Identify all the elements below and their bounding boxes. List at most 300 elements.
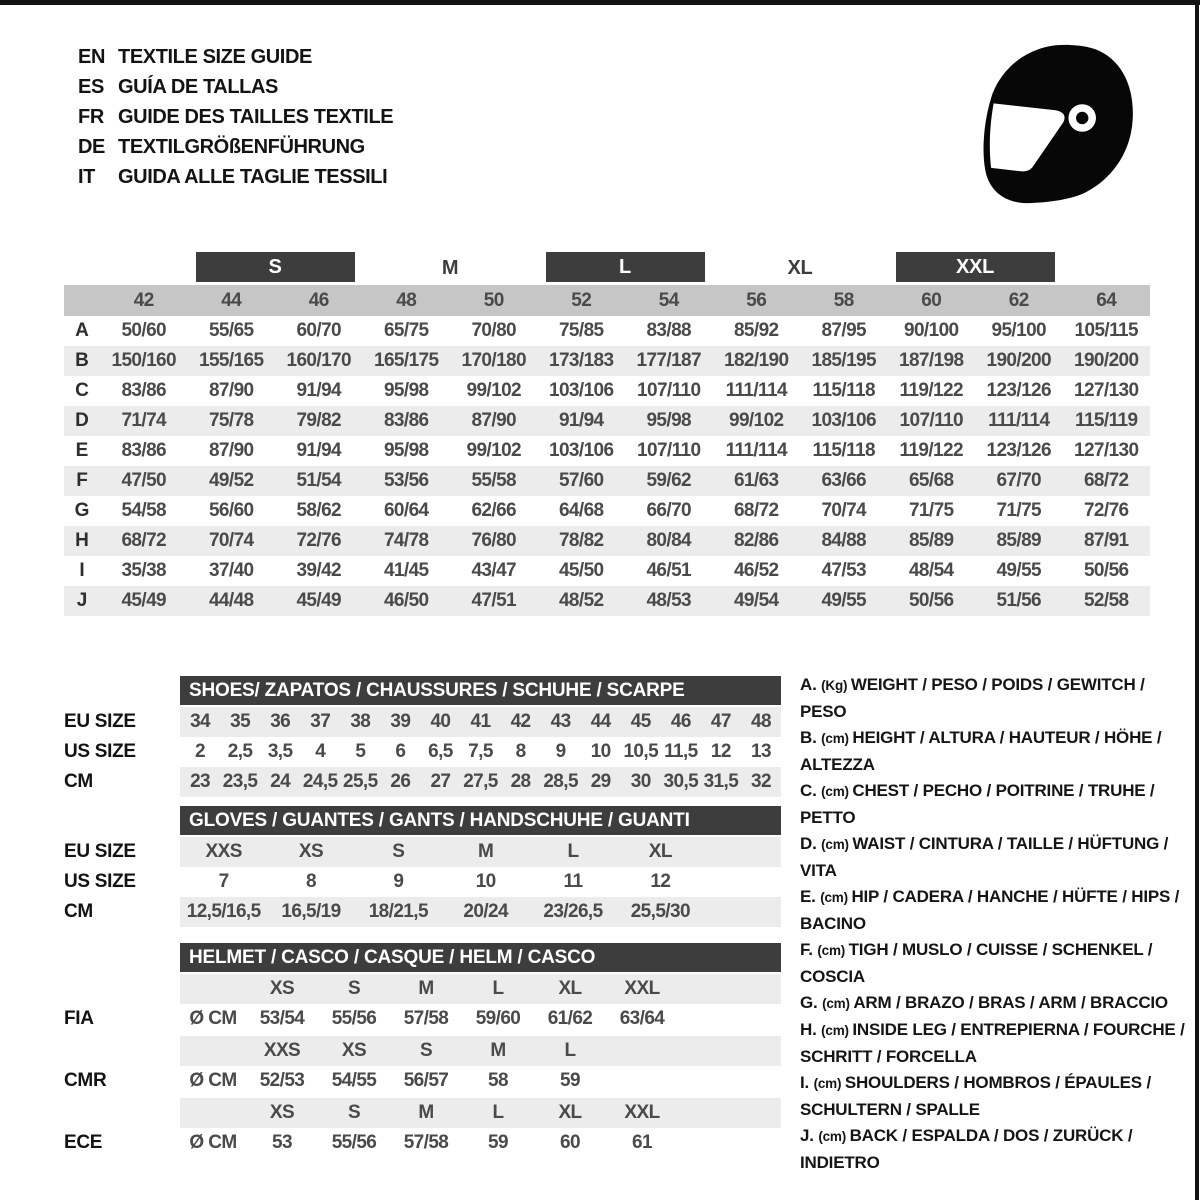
measure-value-cell: 190/200 [986, 350, 1051, 371]
legend-text: HEIGHT / ALTURA / HAUTEUR / HÖHE / ALTEZZA [800, 728, 1162, 774]
value-cell: 40 [430, 711, 451, 732]
value-band [180, 707, 781, 737]
measure-value-cell: 95/98 [646, 410, 692, 431]
value-cell: 39 [390, 711, 411, 732]
measure-value-cell: 78/82 [558, 530, 604, 551]
value-cell: 30,5 [663, 771, 699, 792]
measure-value-cell: 47/51 [471, 590, 517, 611]
helmet-value-cell: 59 [560, 1070, 580, 1091]
value-grid [180, 1066, 680, 1096]
size-band [180, 1036, 781, 1066]
measure-row-f [64, 466, 1150, 496]
value-cell: 23 [190, 771, 210, 792]
row-letter-f: F [76, 470, 88, 491]
guide-title-it: GUIDA ALLE TAGLIE TESSILI [118, 165, 388, 188]
measure-value-cell: 83/88 [646, 320, 692, 341]
measure-value-cell: 48/52 [558, 590, 604, 611]
legend-item-e [800, 884, 1192, 937]
measure-value-cell: 87/95 [821, 320, 867, 341]
helmet-value-cell: 53/54 [259, 1008, 305, 1029]
measure-value-cell: 49/54 [733, 590, 779, 611]
diameter-unit-label: Ø CM [189, 1008, 237, 1029]
measure-value-cell: 160/170 [286, 350, 351, 371]
legend-text: HIP / CADERA / HANCHE / HÜFTE / HIPS / BACINO [800, 887, 1180, 933]
value-cell: 12,5/16,5 [186, 901, 261, 922]
value-cell: 25,5/30 [630, 901, 690, 922]
measure-value-cell: 187/198 [899, 350, 964, 371]
value-cell: 11,5 [664, 741, 698, 762]
legend-letter: G. [800, 993, 823, 1012]
language-row-de [78, 132, 393, 162]
measure-value-cell: 95/100 [991, 320, 1046, 341]
measure-value-cell: 45/50 [558, 560, 604, 581]
helmet-size-s: S [347, 978, 361, 999]
value-grid [180, 1128, 680, 1158]
measure-value-cell: 66/70 [646, 500, 692, 521]
value-cell: 10,5 [623, 741, 659, 762]
measure-value-cell: 111/114 [725, 380, 787, 401]
measure-value-cell: 87/90 [208, 380, 254, 401]
shoes-size-table [64, 676, 781, 797]
helmet-row-cmr [64, 1066, 781, 1096]
legend-text: ARM / BRAZO / BRAS / ARM / BRACCIO [853, 993, 1168, 1012]
measure-row-d [64, 406, 1150, 436]
measure-value-cell: 45/49 [121, 590, 167, 611]
legend-item-d [800, 831, 1192, 884]
row-letter-c: C [75, 380, 89, 401]
value-cell: 30 [630, 771, 651, 792]
value-cell: 24,5 [302, 771, 338, 792]
helmet-size-m: M [418, 978, 434, 999]
value-cell: 12 [710, 741, 731, 762]
measure-value-cell: 119/122 [899, 380, 963, 401]
measure-value-cell: 150/160 [111, 350, 176, 371]
measure-value-cell: 107/110 [899, 410, 963, 431]
value-cell: 37 [310, 711, 331, 732]
measure-value-cell: 50/56 [908, 590, 954, 611]
measure-value-cell: 85/92 [733, 320, 779, 341]
language-code: DE [78, 135, 105, 158]
measure-row-g [64, 496, 1150, 526]
value-cell: 23,5 [222, 771, 258, 792]
helmet-size-xs: XS [269, 1102, 295, 1123]
legend-unit: (Kg) [821, 678, 851, 693]
measure-value-cell: 52/58 [1083, 590, 1129, 611]
helmet-value-cell: 56/57 [403, 1070, 449, 1091]
value-cell: 45 [630, 711, 651, 732]
measure-value-cell: 37/40 [208, 560, 254, 581]
value-cell: 34 [190, 711, 210, 732]
value-grid [180, 1004, 680, 1034]
measure-row-c [64, 376, 1150, 406]
size-band [180, 1098, 781, 1128]
measure-value-cell: 72/76 [1083, 500, 1129, 521]
standard-label-ece: ECE [64, 1132, 103, 1153]
legend-unit: (cm) [818, 1129, 850, 1144]
value-cell: 8 [515, 741, 526, 762]
helmet-row-fia [64, 1004, 781, 1034]
size-column-60: 60 [921, 289, 942, 311]
measure-value-cell: 71/75 [996, 500, 1042, 521]
value-cell: 44 [590, 711, 611, 732]
diameter-unit-label: Ø CM [189, 1070, 237, 1091]
value-cell: M [478, 841, 494, 862]
size-group-xl: XL [787, 257, 813, 279]
measure-value-cell: 84/88 [821, 530, 867, 551]
measure-value-cell: 85/89 [996, 530, 1042, 551]
size-column-44: 44 [221, 289, 242, 311]
measure-value-cell: 75/78 [208, 410, 254, 431]
row-letter-a: A [75, 320, 89, 341]
gloves-table-title-bar [180, 806, 781, 835]
gloves-size-table [64, 806, 781, 927]
helmet-size-m: M [418, 1102, 434, 1123]
measure-value-cell: 170/180 [461, 350, 526, 371]
measurement-legend [800, 672, 1192, 1176]
shoes-table-title-bar [180, 676, 781, 705]
legend-text: INSIDE LEG / ENTREPIERNA / FOURCHE / SCHRITT / FORCELLA [800, 1020, 1185, 1066]
measure-value-cell: 177/187 [636, 350, 701, 371]
helmet-table-title: HELMET / CASCO / CASQUE / HELM / CASCO [189, 946, 596, 968]
gloves-table-label-cm: CM [64, 901, 93, 922]
measure-value-cell: 115/118 [812, 380, 875, 401]
value-cell: 24 [270, 771, 291, 792]
helmet-size-xl: XL [558, 978, 582, 999]
measure-row-h [64, 526, 1150, 556]
value-cell: 23/26,5 [543, 901, 603, 922]
value-cell: 35 [230, 711, 251, 732]
diameter-unit-label: Ø CM [189, 1132, 237, 1153]
measure-value-cell: 127/130 [1074, 440, 1139, 461]
value-cell: 47 [710, 711, 731, 732]
measure-value-cell: 51/56 [996, 590, 1042, 611]
measure-value-cell: 58/62 [296, 500, 342, 521]
gloves-table-label-us-size: US SIZE [64, 871, 136, 892]
measure-value-cell: 95/98 [383, 440, 429, 461]
row-letter-i: I [79, 560, 85, 581]
value-cell: 5 [355, 741, 366, 762]
legend-letter: C. [800, 781, 822, 800]
gloves-table-label-eu-size: EU SIZE [64, 841, 136, 862]
measure-value-cell: 64/68 [558, 500, 604, 521]
legend-item-f [800, 937, 1192, 990]
measure-value-cell: 44/48 [208, 590, 254, 611]
value-cell: 7 [218, 871, 229, 892]
value-cell: 18/21,5 [368, 901, 428, 922]
value-cell: 43 [550, 711, 571, 732]
measure-value-cell: 53/56 [383, 470, 429, 491]
shoes-table-row-eu-size [64, 707, 781, 737]
measure-row-j [64, 586, 1150, 616]
size-column-52: 52 [571, 289, 592, 311]
helmet-value-cell: 55/56 [331, 1132, 377, 1153]
helmet-size-l: L [492, 1102, 504, 1123]
legend-item-b [800, 725, 1192, 778]
measure-value-cell: 99/102 [466, 380, 521, 401]
value-cell: 10 [475, 871, 496, 892]
measure-value-cell: 45/49 [296, 590, 342, 611]
value-cell: XL [648, 841, 672, 862]
measure-value-cell: 41/45 [383, 560, 429, 581]
measure-value-cell: 49/55 [821, 590, 867, 611]
measure-value-cell: 65/75 [383, 320, 429, 341]
value-cell: XXS [205, 841, 242, 862]
legend-text: WAIST / CINTURA / TAILLE / HÜFTUNG / VITA [800, 834, 1169, 880]
measure-value-cell: 68/72 [121, 530, 167, 551]
measure-value-cell: 123/126 [986, 380, 1051, 401]
legend-unit: (cm) [821, 837, 853, 852]
value-cell: L [567, 841, 579, 862]
size-group-xxl: XXL [896, 252, 1055, 282]
value-cell: 13 [750, 741, 771, 762]
language-row-it [78, 162, 393, 192]
language-title-list [78, 42, 393, 192]
helmet-size-xxs: XXS [263, 1040, 301, 1061]
measure-value-cell: 68/72 [733, 500, 779, 521]
measure-value-cell: 39/42 [296, 560, 342, 581]
measure-value-cell: 60/70 [296, 320, 342, 341]
value-cell: 8 [306, 871, 316, 892]
language-code: ES [78, 75, 104, 98]
value-cell: 29 [590, 771, 611, 792]
row-letter-j: J [76, 590, 88, 611]
measure-value-cell: 61/63 [733, 470, 779, 491]
measure-value-cell: 46/51 [646, 560, 692, 581]
measure-value-cell: 119/122 [899, 440, 963, 461]
legend-text: CHEST / PECHO / POITRINE / TRUHE / PETTO [800, 781, 1155, 827]
size-group-row [64, 252, 1150, 285]
measure-value-cell: 91/94 [296, 380, 342, 401]
shoes-table-row-cm [64, 767, 781, 797]
measure-value-cell: 87/90 [471, 410, 517, 431]
value-cell: 12 [650, 871, 671, 892]
measure-value-cell: 83/86 [121, 380, 167, 401]
value-cell: 2,5 [227, 741, 253, 762]
value-cell: 32 [750, 771, 771, 792]
language-row-en [78, 42, 393, 72]
legend-item-j [800, 1123, 1192, 1176]
measure-row-a [64, 316, 1150, 346]
measure-value-cell: 47/50 [121, 470, 167, 491]
measure-row-e [64, 436, 1150, 466]
measure-value-cell: 85/89 [908, 530, 954, 551]
row-letter-b: B [75, 350, 89, 371]
size-column-42: 42 [133, 289, 154, 311]
measure-value-cell: 105/115 [1074, 320, 1138, 341]
legend-letter: E. [800, 887, 821, 906]
gloves-table-row-eu-size [64, 837, 781, 867]
measure-value-cell: 43/47 [471, 560, 517, 581]
value-band [180, 1128, 781, 1158]
value-cell: 42 [510, 711, 531, 732]
measure-value-cell: 99/102 [466, 440, 521, 461]
measure-value-cell: 127/130 [1074, 380, 1139, 401]
right-border-line [1195, 0, 1199, 1200]
value-band [180, 837, 781, 867]
measure-value-cell: 95/98 [383, 380, 429, 401]
guide-title-en: TEXTILE SIZE GUIDE [118, 45, 312, 68]
helmet-size-l: L [564, 1040, 576, 1061]
size-grid [180, 974, 680, 1004]
helmet-value-cell: 54/55 [331, 1070, 377, 1091]
helmet-value-cell: 61 [632, 1132, 652, 1153]
measure-value-cell: 48/54 [908, 560, 954, 581]
value-cell: 9 [393, 871, 404, 892]
measure-value-cell: 35/38 [121, 560, 167, 581]
numeric-size-header-row [64, 285, 1150, 316]
helmet-size-header-fia [64, 974, 781, 1004]
measure-value-cell: 79/82 [296, 410, 342, 431]
legend-unit: (cm) [821, 731, 853, 746]
measure-value-cell: 46/52 [733, 560, 779, 581]
size-column-58: 58 [833, 289, 854, 311]
helmet-header-spacer [64, 1036, 180, 1066]
value-cell: 16,5/19 [281, 901, 341, 922]
measure-value-cell: 59/62 [646, 470, 692, 491]
legend-letter: A. [800, 675, 822, 694]
measure-value-cell: 57/60 [558, 470, 604, 491]
measure-value-cell: 111/114 [725, 440, 787, 461]
value-cell: 27 [430, 771, 451, 792]
value-cell: 38 [350, 711, 371, 732]
measure-value-cell: 68/72 [1083, 470, 1129, 491]
helmet-header-spacer [64, 974, 180, 1004]
legend-letter: I. [800, 1073, 814, 1092]
measure-value-cell: 63/66 [821, 470, 867, 491]
measure-value-cell: 107/110 [637, 380, 701, 401]
measure-value-cell: 70/74 [821, 500, 867, 521]
size-group-s: S [196, 252, 355, 282]
language-row-es [78, 72, 393, 102]
gloves-table-row-us-size [64, 867, 781, 897]
language-code: IT [78, 165, 95, 188]
size-grid [180, 1036, 680, 1066]
legend-unit: (cm) [813, 1076, 845, 1091]
value-band [180, 897, 781, 927]
size-group-spacer [64, 252, 188, 285]
shoes-table-title: SHOES/ ZAPATOS / CHAUSSURES / SCHUHE / SCARPE [189, 679, 685, 701]
measure-value-cell: 65/68 [908, 470, 954, 491]
measure-value-cell: 47/53 [821, 560, 867, 581]
measure-value-cell: 91/94 [558, 410, 604, 431]
measure-value-cell: 91/94 [296, 440, 342, 461]
shoes-table-label-cm: CM [64, 771, 93, 792]
standard-label-cmr: CMR [64, 1070, 107, 1091]
legend-letter: J. [800, 1126, 819, 1145]
helmet-size-header-ece [64, 1098, 781, 1128]
value-cell: 28,5 [543, 771, 578, 792]
measure-value-cell: 115/119 [1075, 410, 1138, 431]
measure-value-cell: 155/165 [199, 350, 264, 371]
helmet-size-xxl: XXL [624, 1102, 660, 1123]
value-grid [180, 837, 704, 867]
measure-value-cell: 56/60 [208, 500, 254, 521]
apparel-measurements-table [64, 252, 1150, 616]
value-cell: XS [298, 841, 324, 862]
measure-value-cell: 165/175 [374, 350, 439, 371]
measure-value-cell: 83/86 [383, 410, 429, 431]
helmet-value-cell: 59 [488, 1132, 508, 1153]
row-letter-d: D [75, 410, 89, 431]
measure-value-cell: 103/106 [549, 440, 614, 461]
size-column-56: 56 [746, 289, 767, 311]
shoes-table-row-us-size [64, 737, 781, 767]
measure-value-cell: 182/190 [724, 350, 789, 371]
measure-value-cell: 173/183 [549, 350, 614, 371]
value-cell: 2 [195, 741, 206, 762]
measure-value-cell: 107/110 [637, 440, 701, 461]
measure-value-cell: 50/56 [1083, 560, 1129, 581]
shoes-table-label-eu-size: EU SIZE [64, 711, 136, 732]
helmet-value-cell: 63/64 [619, 1008, 665, 1029]
measure-value-cell: 72/76 [296, 530, 342, 551]
value-cell: 31,5 [703, 771, 739, 792]
value-cell: 25,5 [343, 771, 378, 792]
measure-value-cell: 54/58 [121, 500, 167, 521]
value-cell: S [392, 841, 405, 862]
measure-value-cell: 55/65 [208, 320, 254, 341]
measure-value-cell: 87/90 [208, 440, 254, 461]
measure-value-cell: 83/86 [121, 440, 167, 461]
size-column-48: 48 [396, 289, 417, 311]
value-cell: 36 [270, 711, 291, 732]
helmet-size-s: S [347, 1102, 361, 1123]
value-cell: 9 [555, 741, 566, 762]
row-letter-e: E [75, 440, 89, 461]
measure-value-cell: 76/80 [471, 530, 517, 551]
measure-value-cell: 74/78 [383, 530, 429, 551]
measure-value-cell: 115/118 [812, 440, 875, 461]
size-column-50: 50 [483, 289, 504, 311]
legend-letter: D. [800, 834, 822, 853]
helmet-value-cell: 59/60 [475, 1008, 521, 1029]
legend-text: TIGH / MUSLO / CUISSE / SCHENKEL / COSCIA [800, 940, 1153, 986]
measure-value-cell: 70/80 [471, 320, 517, 341]
legend-item-a [800, 672, 1192, 725]
legend-unit: (cm) [817, 943, 849, 958]
value-cell: 27,5 [463, 771, 498, 792]
value-band [180, 867, 781, 897]
measure-row-i [64, 556, 1150, 586]
helmet-size-l: L [492, 978, 504, 999]
value-cell: 3,5 [267, 741, 293, 762]
value-cell: 6 [395, 741, 406, 762]
measure-value-cell: 80/84 [646, 530, 692, 551]
measure-value-cell: 103/106 [811, 410, 876, 431]
legend-unit: (cm) [820, 890, 852, 905]
helmet-value-cell: 58 [488, 1070, 508, 1091]
value-cell: 26 [390, 771, 411, 792]
value-cell: 7,5 [468, 741, 493, 762]
size-group-spacer [1063, 252, 1151, 285]
size-group-l: L [546, 252, 705, 282]
legend-item-h [800, 1017, 1192, 1070]
measure-value-cell: 49/52 [208, 470, 254, 491]
value-grid [180, 867, 704, 897]
value-cell: 20/24 [463, 901, 508, 922]
legend-item-i [800, 1070, 1192, 1123]
legend-letter: B. [800, 728, 822, 747]
measure-value-cell: 111/114 [988, 410, 1050, 431]
legend-letter: F. [800, 940, 818, 959]
measure-value-cell: 103/106 [549, 380, 614, 401]
value-band [180, 1004, 781, 1034]
legend-unit: (cm) [821, 784, 853, 799]
helmet-header-spacer [64, 1098, 180, 1128]
measure-value-cell: 51/54 [296, 470, 342, 491]
measure-value-cell: 62/66 [471, 500, 517, 521]
value-cell: 46 [670, 711, 691, 732]
